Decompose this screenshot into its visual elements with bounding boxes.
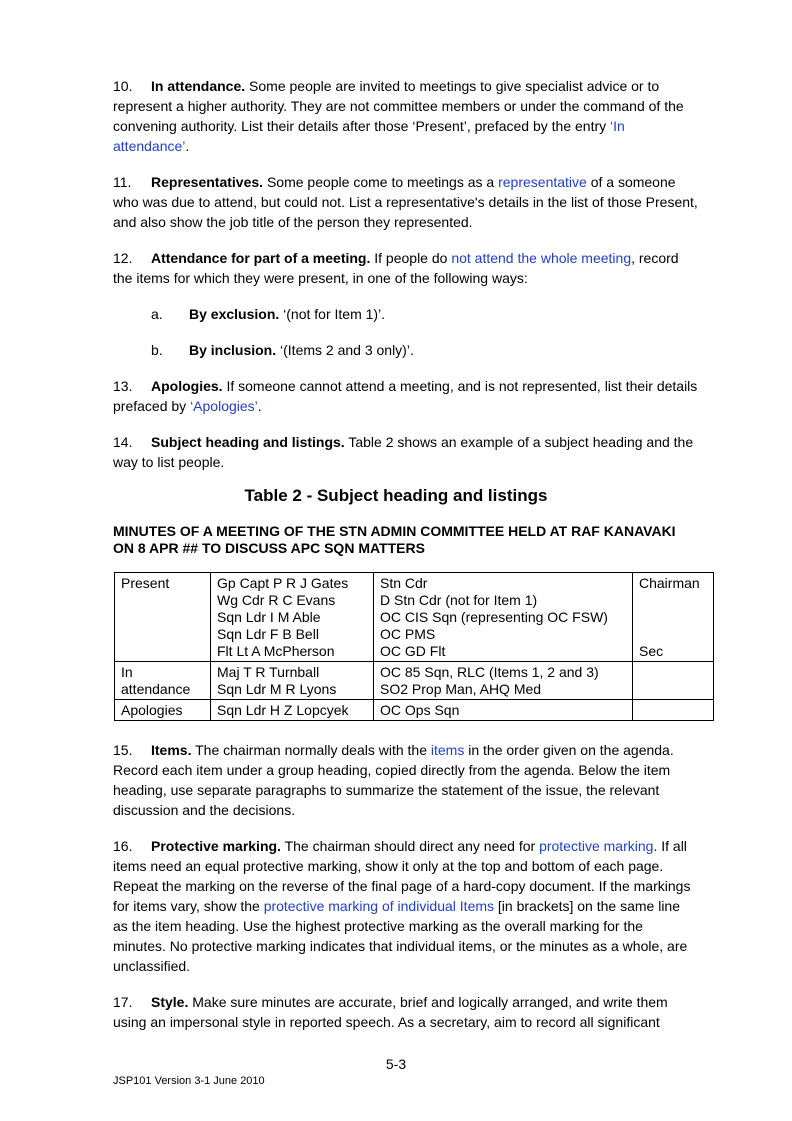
table-title: Table 2 - Subject heading and listings	[244, 486, 548, 505]
paragraph-number: 14.	[113, 434, 133, 450]
page-number: 5-3	[385, 1056, 407, 1072]
attendance-table	[114, 572, 714, 721]
table-row-apologies	[115, 700, 714, 721]
sub-text: ‘(not for Item 1)’.	[279, 306, 386, 322]
paragraph-end: .	[257, 398, 262, 414]
attendance-roles-cell	[374, 662, 633, 700]
person-name: Flt Lt A McPherson	[217, 643, 335, 659]
paragraph-text: Some people are invited to meetings to give specialist advice or to represent a higher authority. They are not committee members or under the command of the convening authority. List their details after those ‘Present’, prefaced by the entry	[113, 78, 684, 134]
person-role: Stn Cdr	[380, 575, 428, 591]
person-role: SO2 Prop Man, AHQ Med	[380, 681, 542, 697]
apologies-link[interactable]: ‘Apologies’	[190, 398, 258, 414]
paragraph-number: 11.	[113, 174, 132, 190]
paragraph-text: Some people come to meetings as a	[263, 174, 499, 190]
paragraph-mid: . If all items need an equal protective marking, show it only at the top and bottom of each page. Repeat the marking on the reverse of the final page of a hard-copy document. If the markings for items vary, show the	[113, 838, 691, 914]
representative-link[interactable]: representative	[498, 174, 587, 190]
paragraph-title: Subject heading and listings.	[151, 434, 345, 450]
person-name: Gp Capt P R J Gates	[217, 575, 349, 591]
apologies-notes-cell	[633, 700, 714, 721]
protective-marking-link[interactable]: protective marking	[539, 838, 654, 854]
paragraph-number: 13.	[113, 378, 133, 394]
paragraph-number: 17.	[113, 994, 133, 1010]
sub-paragraph-a	[151, 304, 385, 324]
table-row-present	[115, 573, 714, 662]
paragraph-10	[113, 76, 698, 156]
person-name: Wg Cdr R C Evans	[217, 592, 336, 608]
paragraph-13	[113, 376, 698, 416]
protective-marking-items-link[interactable]: protective marking of individual Items	[263, 898, 495, 914]
items-link[interactable]: items	[430, 742, 465, 758]
paragraph-12	[113, 248, 698, 288]
sub-title: By exclusion.	[189, 306, 280, 322]
paragraph-11	[113, 172, 698, 232]
apologies-label: Apologies	[115, 700, 211, 721]
paragraph-end: in the order given on the agenda. Record each item under a group heading, copied directly from the agenda. Below the item heading, use separate paragraphs to summarize the statement of the issue, the relevant discussion and the decisions.	[113, 742, 674, 818]
person-role: OC 85 Sqn, RLC (Items 1, 2 and 3)	[380, 664, 599, 680]
paragraph-text: If people do	[370, 250, 452, 266]
apologies-role: OC Ops Sqn	[374, 700, 633, 721]
person-note: Chairman	[639, 575, 700, 591]
person-note	[639, 626, 707, 643]
paragraph-number: 16.	[113, 838, 133, 854]
paragraph-15	[113, 740, 698, 820]
paragraph-16	[113, 836, 698, 976]
paragraph-end: of a someone who was due to attend, but could not. List a representative's details in the list of those Present, and also show the job title of the person they represented.	[113, 174, 698, 230]
table-row-in-attendance	[115, 662, 714, 700]
person-note: Sec	[639, 643, 664, 659]
paragraph-end: [in brackets] on the same line as the item heading. Use the highest protective marking as the overall marking for the minutes. No protective marking indicates that individual items, or the minutes as a whole, are unclassified.	[113, 898, 688, 974]
paragraph-end: , record the items for which they were present, in one of the following ways:	[113, 250, 679, 286]
person-role: OC GD Flt	[380, 643, 446, 659]
present-roles-cell	[374, 573, 633, 662]
person-role: OC CIS Sqn (representing OC FSW)	[380, 609, 608, 625]
paragraph-title: Items.	[151, 742, 192, 758]
paragraph-number: 12.	[113, 250, 133, 266]
paragraph-title: Representatives.	[151, 174, 264, 190]
sub-text: ‘(Items 2 and 3 only)’.	[276, 342, 414, 358]
person-name: Sqn Ldr M R Lyons	[217, 681, 337, 697]
present-notes-cell	[633, 573, 714, 662]
paragraph-title: Apologies.	[151, 378, 223, 394]
attendance-label-line: In	[121, 664, 133, 680]
sub-letter: b.	[151, 342, 163, 358]
in-attendance-link[interactable]: ‘In attendance’	[113, 118, 625, 154]
paragraph-title: In attendance.	[151, 78, 246, 94]
person-name: Sqn Ldr F B Bell	[217, 626, 319, 642]
paragraph-text: If someone cannot attend a meeting, and is not represented, list their details prefaced by	[113, 378, 698, 414]
person-note	[639, 609, 707, 626]
paragraph-text: The chairman should direct any need for	[280, 838, 540, 854]
present-label: Present	[115, 573, 211, 662]
paragraph-end: .	[185, 138, 190, 154]
attendance-label	[115, 662, 211, 700]
present-names-cell	[211, 573, 374, 662]
attendance-label-line: attendance	[121, 681, 191, 697]
attendance-notes-cell	[633, 662, 714, 700]
document-reference: JSP101 Version 3-1 June 2010	[113, 1075, 265, 1087]
paragraph-17	[113, 992, 698, 1032]
paragraph-title: Attendance for part of a meeting.	[151, 250, 371, 266]
person-name: Maj T R Turnball	[217, 664, 320, 680]
paragraph-number: 10.	[113, 78, 133, 94]
minutes-heading-line: ON 8 APR ## TO DISCUSS APC SQN MATTERS	[113, 540, 425, 556]
person-role: D Stn Cdr (not for Item 1)	[380, 592, 538, 608]
paragraph-text: Table 2 shows an example of a subject heading and the way to list people.	[113, 434, 694, 470]
sub-title: By inclusion.	[189, 342, 277, 358]
person-note	[639, 592, 707, 609]
minutes-heading-line: MINUTES OF A MEETING OF THE STN ADMIN COMMITTEE HELD AT RAF KANAVAKI	[113, 523, 676, 539]
person-name: Sqn Ldr I M Able	[217, 609, 321, 625]
paragraph-title: Style.	[151, 994, 189, 1010]
minutes-heading	[113, 523, 733, 557]
paragraph-14	[113, 432, 698, 472]
person-role: OC PMS	[380, 626, 436, 642]
paragraph-title: Protective marking.	[151, 838, 281, 854]
sub-letter: a.	[151, 306, 163, 322]
paragraph-text: Make sure minutes are accurate, brief and logically arranged, and write them using an impersonal style in reported speech. As a secretary, aim to record all significant	[113, 994, 668, 1030]
attendance-names-cell	[211, 662, 374, 700]
paragraph-text: The chairman normally deals with the	[191, 742, 431, 758]
not-attend-link[interactable]: not attend the whole meeting	[451, 250, 632, 266]
paragraph-number: 15.	[113, 742, 133, 758]
sub-paragraph-b	[151, 340, 414, 360]
apologies-name: Sqn Ldr H Z Lopcyek	[211, 700, 374, 721]
